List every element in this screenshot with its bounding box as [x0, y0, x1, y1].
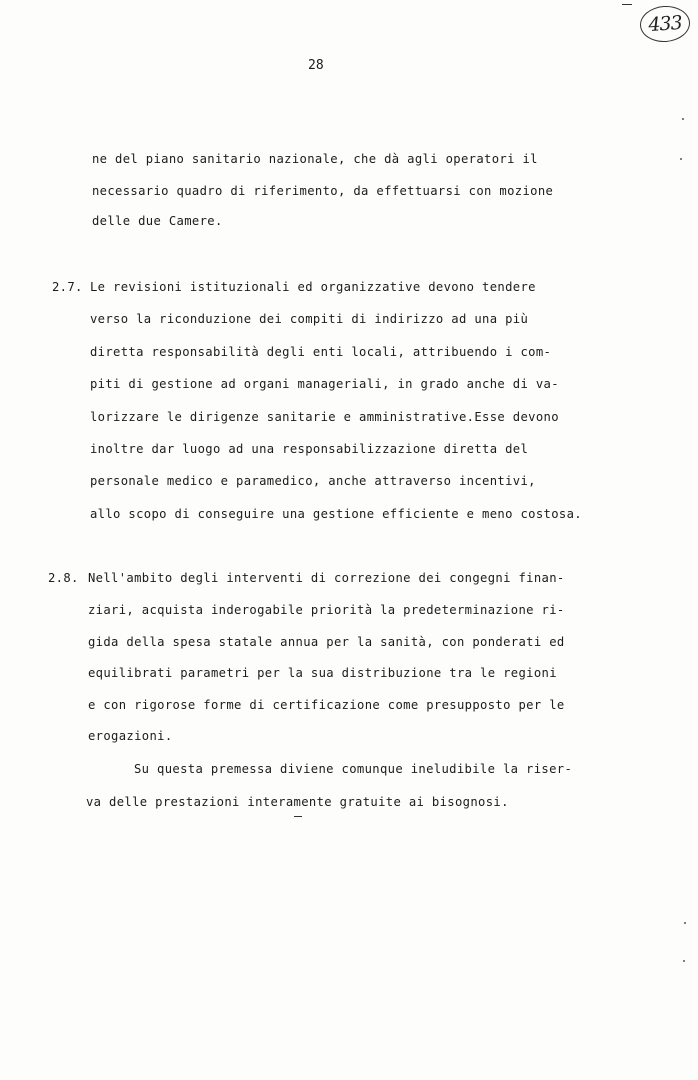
section-2-7-line: allo scopo di conseguire una gestione efficiente e meno costosa. — [90, 507, 582, 521]
section-2-8-line: e con rigorose forme di certificazione come presupposto per le — [88, 698, 565, 712]
section-2-8-line: ziari, acquista inderogabile priorità la predeterminazione ri- — [88, 603, 565, 617]
section-2-8-line: erogazioni. — [88, 729, 173, 743]
continuation-line: ne del piano sanitario nazionale, che dà agli operatori il — [92, 152, 538, 166]
section-2-7-line: diretta responsabilità degli enti locali, attribuendo i com- — [90, 345, 552, 359]
section-2-8-paragraph2-line: va delle prestazioni interamente gratuite ai bisognosi. — [86, 795, 509, 809]
section-2-8-line: equilibrati parametri per la sua distribuzione tra le regioni — [88, 666, 557, 680]
section-number-2-8: 2.8. — [48, 571, 79, 585]
section-number-2-7: 2.7. — [52, 280, 83, 294]
typewriter-tick-mark — [294, 816, 302, 817]
section-2-8-line: Nell'ambito degli interventi di correzione dei congegni finan- — [88, 571, 565, 585]
scan-speck — [684, 922, 686, 924]
section-2-8-paragraph2-line: Su questa premessa diviene comunque ineludibile la riser- — [134, 762, 573, 776]
scan-speck — [682, 118, 684, 120]
corner-dash-mark — [622, 4, 632, 5]
section-2-7-line: personale medico e paramedico, anche attraverso incentivi, — [90, 474, 536, 488]
scan-speck — [680, 158, 682, 160]
page-number: 28 — [308, 58, 324, 73]
section-2-7-line: Le revisioni istituzionali ed organizzative devono tendere — [90, 280, 536, 294]
archive-stamp: 433 — [639, 4, 691, 43]
section-2-7-line: piti di gestione ad organi manageriali, in grado anche di va- — [90, 377, 559, 391]
continuation-line: delle due Camere. — [92, 214, 223, 228]
continuation-line: necessario quadro di riferimento, da effettuarsi con mozione — [92, 184, 554, 198]
scan-speck — [683, 960, 685, 962]
section-2-8-line: gida della spesa statale annua per la sanità, con ponderati ed — [88, 635, 565, 649]
section-2-7-line: inoltre dar luogo ad una responsabilizzazione diretta del — [90, 442, 529, 456]
section-2-7-line: lorizzare le dirigenze sanitarie e amministrative.Esse devono — [90, 410, 559, 424]
section-2-7-line: verso la riconduzione dei compiti di indirizzo ad una più — [90, 312, 529, 326]
